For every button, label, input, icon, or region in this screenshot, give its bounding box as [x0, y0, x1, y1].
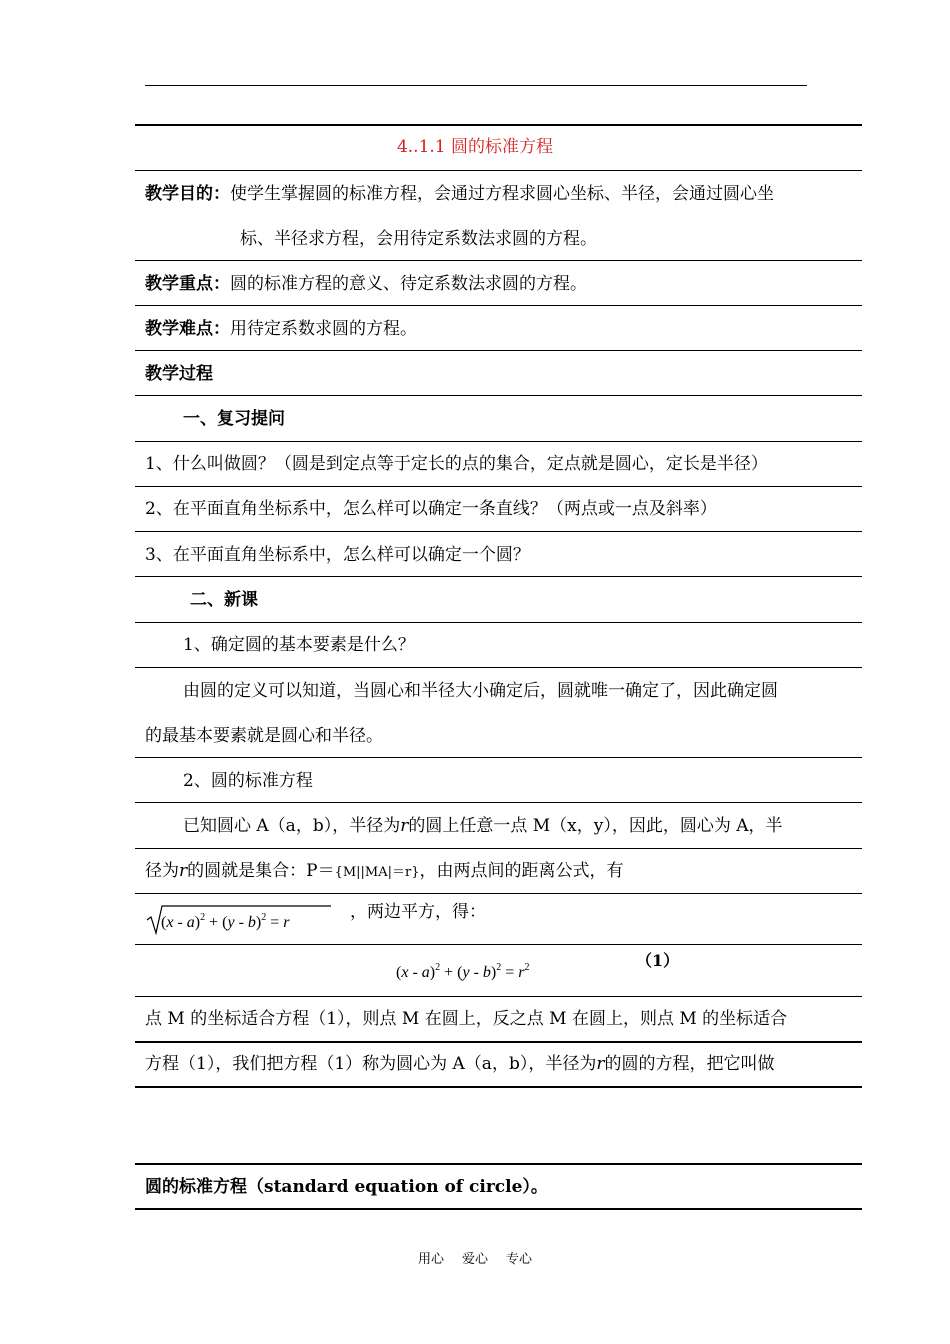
paragraph-3-line-2 — [145, 1053, 774, 1075]
row-divider — [135, 305, 862, 306]
table-bottom-border — [135, 1208, 862, 1210]
text-fragment: 径为 — [145, 861, 179, 881]
after-sqrt-text: ，两边平方，得： — [350, 902, 486, 922]
text-fragment: ，由两点间的距离公式，有 — [419, 861, 624, 881]
row-divider — [135, 170, 862, 171]
purpose-row — [145, 183, 774, 205]
row-divider — [135, 893, 862, 894]
text-fragment: 的圆就是集合：P＝ — [187, 861, 335, 881]
new-lesson-item-1: 1、确定圆的基本要素是什么？ — [183, 635, 415, 655]
row-divider — [135, 996, 862, 997]
text-fragment: 的圆的方程，把它叫做 — [604, 1054, 775, 1074]
purpose-text-line1: 使学生掌握圆的标准方程，会通过方程求圆心坐标、半径，会通过圆心坐 — [230, 184, 774, 204]
difficulty-row — [145, 318, 417, 340]
row-divider — [135, 576, 862, 577]
conclusion-text: 圆的标准方程（standard equation of circle）。 — [145, 1177, 548, 1197]
key-point-text: 圆的标准方程的意义、待定系数法求圆的方程。 — [230, 274, 587, 294]
page-footer — [0, 1248, 950, 1267]
review-question-2: 2、在平面直角坐标系中，怎么样可以确定一条直线？（两点或一点及斜率） — [145, 499, 717, 519]
row-divider — [135, 1086, 862, 1088]
key-point-label: 教学重点： — [145, 274, 230, 294]
process-heading: 教学过程 — [145, 364, 213, 384]
row-divider — [135, 441, 862, 442]
text-fragment: 的圆上任意一点 M（x，y），因此，圆心为 A，半 — [408, 816, 783, 836]
row-divider — [135, 944, 862, 945]
standard-equation: $(x - a)^2 + (y - b)^2 = r^2$ — [396, 962, 530, 981]
row-divider — [135, 531, 862, 532]
paragraph-2-line-2 — [145, 860, 624, 884]
radius-symbol: r — [400, 816, 409, 836]
formula-text: (x - a)$^2$ + (y - b)$^2$ = r — [161, 912, 290, 931]
row-divider — [135, 260, 862, 261]
purpose-label: 教学目的： — [145, 184, 230, 204]
row-divider — [135, 848, 862, 849]
difficulty-text: 用待定系数求圆的方程。 — [230, 319, 417, 339]
review-question-3: 3、在平面直角坐标系中，怎么样可以确定一个圆？ — [145, 545, 530, 565]
radius-symbol: r — [596, 1054, 605, 1074]
row-divider — [135, 1163, 862, 1165]
paragraph-1-line-1: 由圆的定义可以知道，当圆心和半径大小确定后，圆就唯一确定了，因此确定圆 — [183, 681, 778, 701]
difficulty-label: 教学难点： — [145, 319, 230, 339]
standard-equation-svg — [394, 957, 594, 985]
paragraph-1-line-2: 的最基本要素就是圆心和半径。 — [145, 726, 383, 746]
new-lesson-item-2: 2、圆的标准方程 — [183, 771, 313, 791]
paragraph-3-line-1: 点 M 的坐标适合方程（1），则点 M 在圆上，反之点 M 在圆上，则点 M 的坐标适合 — [145, 1009, 788, 1029]
key-point-row — [145, 273, 587, 295]
row-divider — [135, 802, 862, 803]
review-heading: 一、复习提问 — [183, 409, 285, 429]
row-divider — [135, 486, 862, 487]
row-divider — [135, 1041, 862, 1043]
row-divider — [135, 622, 862, 623]
paragraph-2-line-1 — [183, 815, 783, 837]
sqrt-formula-svg — [145, 903, 350, 939]
row-divider — [135, 667, 862, 668]
row-divider — [135, 395, 862, 396]
radius-symbol: r — [179, 861, 188, 881]
row-divider — [135, 757, 862, 758]
review-question-1: 1、什么叫做圆？（圆是到定点等于定长的点的集合，定点就是圆心，定长是半径） — [145, 454, 768, 474]
text-fragment: 已知圆心 A（a，b），半径为 — [183, 816, 401, 836]
footer-word: 爱心 — [461, 1252, 488, 1267]
set-expression: {M||MA|＝r} — [334, 865, 420, 880]
purpose-text-line2: 标、半径求方程，会用待定系数法求圆的方程。 — [240, 229, 597, 249]
header-rule — [145, 85, 807, 86]
footer-word: 专心 — [506, 1252, 533, 1267]
row-divider — [135, 350, 862, 351]
page-title: 4..1.1 圆的标准方程 — [396, 137, 554, 157]
text-fragment: 方程（1），我们把方程（1）称为圆心为 A（a，b），半径为 — [145, 1054, 597, 1074]
footer-word: 用心 — [417, 1252, 444, 1267]
equation-label: （1） — [636, 951, 680, 970]
new-lesson-heading: 二、新课 — [190, 590, 258, 610]
table-top-border — [135, 124, 862, 126]
